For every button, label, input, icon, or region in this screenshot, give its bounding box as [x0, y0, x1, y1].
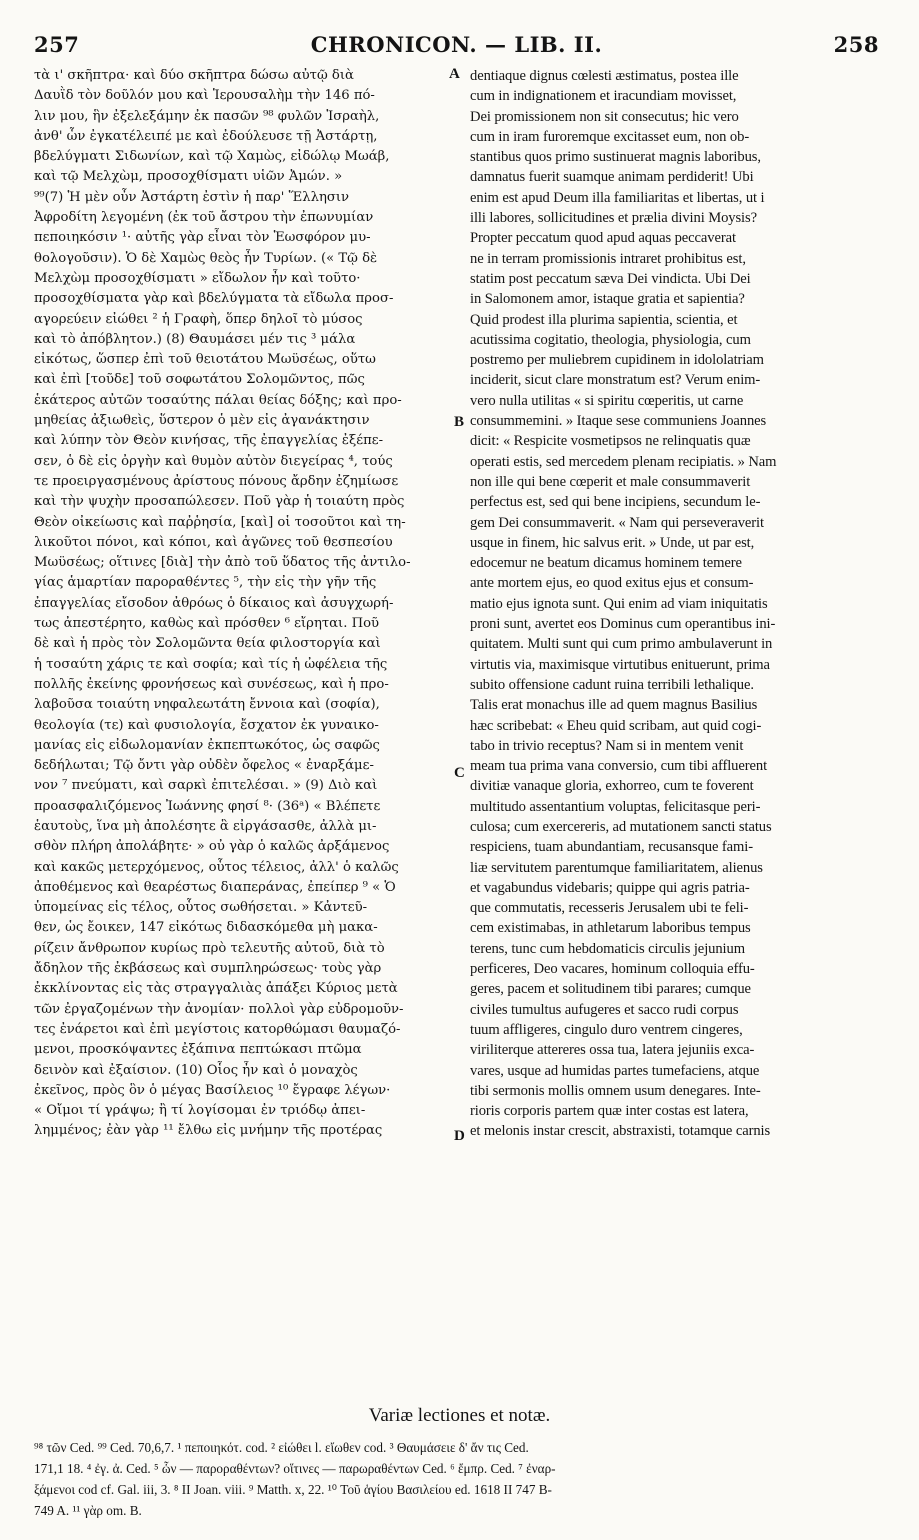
greek-text-line: πολλῆς ἐκείνης φρονήσεως καὶ συνέσεως, καὶ ἡ προ-: [34, 676, 389, 692]
greek-text-line: εἰκότως, ὥσπερ ἐπὶ τοῦ θειοτάτου Μωϋσέως, οὕτω: [34, 352, 376, 368]
greek-text-line: θεν, ὡς ἔοικεν, 147 εἰκότως διδασκόμεθα μὴ μακα-: [34, 920, 378, 936]
latin-text-line: meam tua prima vana conversio, cum tibi affluerent: [470, 758, 768, 775]
latin-text-line: et vagabundus videbaris; quippe qui agris patria-: [470, 879, 750, 896]
latin-text-line: et melonis instar crescit, abstraxisti, totamque carnis: [470, 1123, 771, 1140]
latin-text-line: respiciens, tuam abundantiam, recusansque fami-: [470, 839, 754, 856]
greek-text-line: Θεὸν οἰκείωσις καὶ παῤῥησία, [καὶ] οἱ τοσοῦτοι καὶ τη-: [34, 514, 406, 530]
latin-text-line: perficeres, Deo vacares, hominum colloquia effu-: [470, 961, 755, 978]
greek-text-line: τες ἐνάρετοι καὶ ἐπὶ μεγίστοις κατορθώμασι θαυμαζό-: [34, 1021, 401, 1037]
greek-text-line: δεινὸν καὶ ἐξαίσιον. (10) Οἷος ἦν καὶ ὁ μοναχὸς: [34, 1062, 358, 1078]
latin-text-line: que commutatis, recesseris Jerusalem ubi te feli-: [470, 900, 749, 917]
latin-text-line: divitiæ vanaque gloria, exhorreo, cum te foverent: [470, 778, 754, 795]
greek-text-line: ἑαυτοὺς, ἵνα μὴ ἀπολέσητε ἃ εἰργάσασθε, ἀλλὰ μι-: [34, 818, 377, 834]
latin-text-line: ne in terram promissionis intraret prohibitus est,: [470, 250, 746, 267]
greek-text-line: βδελύγματι Σιδωνίων, καὶ τῷ Χαμὼς, εἰδώλῳ Μωάβ,: [34, 149, 390, 165]
note-line: ⁹⁸ τῶν Ced. ⁹⁹ Ced. 70,6,7. ¹ πεποιηκότ. cod. ² εἰώθει l. εἴωθεν cod. ³ Θαυμάσειε δ' ἄν τις Ced.: [34, 1440, 529, 1455]
latin-column: [470, 66, 882, 1142]
greek-text-line: θολογοῦσιν). Ὁ δὲ Χαμὼς θεὸς ἦν Τυρίων. (« Τῷ δὲ: [34, 250, 378, 266]
latin-text-line: matio ejus ignota sunt. Qui enim ad viam iniquitatis: [470, 595, 768, 612]
greek-text-line: λαβοῦσα τοιαύτη νηφαλεωτάτη ἔννοια καὶ (σοφία),: [34, 697, 380, 713]
greek-text-line: πεποιηκόσιν ¹· αὐτῆς γὰρ εἶναι τὸν Ἑωσφόρον μυ-: [34, 230, 371, 246]
latin-text-line: illi labores, sollicitudines et prælia divini Moysis?: [470, 210, 757, 227]
greek-text-line: καὶ λύπην τὸν Θεὸν κινήσας, τῆς ἐπαγγελίας ἐξέπε-: [34, 433, 384, 449]
latin-text-line: tabo in trivio receptus? Nam si in mentem venit: [470, 737, 744, 754]
greek-text-line: ἡ τοσαύτη χάρις τε καὶ σοφία; καὶ τίς ἡ ὠφέλεια τῆς: [34, 656, 388, 672]
latin-text-line: usque in finem, hic salvus erit. » Unde, ut par est,: [470, 534, 755, 551]
greek-text-line: δὲ καὶ ἡ πρὸς τὸν Σολομῶντα θεία φιλοστοργία καὶ: [34, 636, 381, 652]
latin-text-line: culosa; cum exercereris, ad mutationem sancti status: [470, 818, 772, 835]
greek-text-line: λικοῦτοι πόνοι, καὶ κόποι, καὶ ἀγῶνες τοῦ θεσπεσίου: [34, 534, 393, 550]
margin-letter-b: B: [454, 414, 465, 430]
latin-text-line: Dei promissionem non sit consecutus; hic vero: [470, 108, 739, 125]
page-number-left: 257: [34, 32, 80, 57]
greek-column: [34, 66, 454, 1142]
greek-text-line: ὑπομείνας εἰς τέλος, οὗτος σωθήσεται. » Κἀντεῦ-: [34, 900, 368, 916]
latin-text-line: geres, pacem et solitudinem tibi parares; cumque: [470, 981, 751, 998]
greek-text-line: Δαυῒδ τὸν δοῦλόν μου καὶ Ἱερουσαλὴμ τὴν 146 πό-: [34, 88, 375, 104]
running-title: CHRONICON. — LIB. II.: [310, 32, 603, 57]
latin-text-line: tibi sermonis mollis omnem usum denegares. Inte-: [470, 1082, 761, 1099]
greek-text-line: μανίας εἰς εἰδωλομανίαν ἐκπεπτωκότος, ὡς σαφῶς: [34, 737, 380, 753]
greek-text-line: ἐπαγγελίας εἴσοδον ἀθρόως ὁ δίκαιος καὶ ἀσυγχωρή-: [34, 595, 394, 611]
greek-text-line: ἀποθέμενος καὶ θεαρέστως διαπεράνας, ἐπείπερ ⁹ « Ὁ: [34, 879, 396, 895]
greek-text-line: Ἀφροδίτη λεγομένη (ἐκ τοῦ ἄστρου τὴν ἐπωνυμίαν: [34, 210, 374, 226]
note-line: 749 A. ¹¹ γὰρ om. B.: [34, 1503, 142, 1518]
greek-text-line: ρίζειν ἄνθρωπον κυρίως πρὸ τελευτῆς αὐτοῦ, διὰ τὸ: [34, 940, 385, 956]
greek-text-line: ἑκάτερος αὐτῶν τοσαύτης πάλαι θείας δόξης; καὶ προ-: [34, 392, 402, 408]
margin-letter-c: C: [454, 765, 465, 781]
latin-text-line: gem Dei consummaverit. « Nam qui perseveraverit: [470, 514, 764, 531]
greek-text-line: τε προειργασμένους ἀρίστους πόνους ἄρδην ἐζημίωσε: [34, 473, 399, 489]
greek-text-line: μενοι, προσκόψαντες ἐξάπινα πεπτώκασι πτῶμα: [34, 1042, 362, 1058]
greek-text-line: καὶ τῷ Μελχὼμ, προσοχθίσματι υἱῶν Ἀμών. »: [34, 169, 343, 185]
latin-text-line: Quid prodest illa plurima sapientia, scientia, et: [470, 311, 738, 328]
greek-text-line: « Οἴμοι τί γράψω; ἢ τί λογίσομαι ἐν τριόδῳ ἀπει-: [34, 1103, 366, 1119]
greek-text-line: Μελχὼμ προσοχθίσματι » εἴδωλον ἦν καὶ τοῦτο·: [34, 270, 361, 286]
greek-text-line: τῶν ἐργαζομένων τὴν ἀνομίαν· πολλοὶ γὰρ εὐδρομοῦν-: [34, 1001, 404, 1017]
page-number-right: 258: [833, 32, 879, 57]
latin-text-line: non ille qui bene cœperit et male consummaverit: [470, 473, 751, 490]
greek-text-line: ἄδηλον τῆς ἐκβάσεως καὶ συμπληρώσεως· τοὺς γὰρ: [34, 961, 382, 977]
greek-text-line: λιν μου, ἣν ἐξελεξάμην ἐκ πασῶν ⁹⁸ φυλῶν Ἰσραὴλ,: [34, 108, 380, 124]
greek-text-line: δεδήλωται; Τῷ ὄντι γὰρ οὐδὲν ὄφελος « ἐναρξάμε-: [34, 758, 374, 774]
greek-text-line: αγορεύειν εἰώθει ² ἡ Γραφὴ, ὅπερ δηλοῖ τὸ μύσος: [34, 311, 363, 327]
latin-text-line: liæ servitutem parentumque familiaritatem, alienus: [470, 859, 763, 876]
latin-text-line: Propter peccatum quod apud aquas peccaverat: [470, 230, 736, 247]
latin-text-line: cem existimabas, in athletarum laboribus tempus: [470, 920, 751, 937]
greek-text-line: σθὸν πλήρη ἀπολάβητε· » οὐ γὰρ ὁ καλῶς ἀρξάμενος: [34, 839, 390, 855]
latin-text-line: civiles tumultus aufugeres et sacco rudi corpus: [470, 1001, 739, 1018]
greek-text-line: Μωϋσέως; οἵτινες [διὰ] τὴν ἀπὸ τοῦ ὕδατος τῆς ἀντιλο-: [34, 555, 411, 571]
latin-text-line: hæc scribebat: « Eheu quid scribam, aut quid cogi-: [470, 717, 762, 734]
latin-text-line: in Salomonem amor, istaque gratia et sapientia?: [470, 291, 745, 308]
latin-text-line: subito offensione cadunt ruina terribili lethalique.: [470, 676, 754, 693]
latin-text-line: statim post peccatum sæva Dei vindicta. Ubi Dei: [470, 270, 751, 287]
greek-text-line: μηθείας ἀξιωθεὶς, ὕστερον ὁ μὲν εἰς ἀγανάκτησιν: [34, 413, 370, 429]
latin-text-line: dentiaque dignus cœlesti æstimatus, postea ille: [470, 68, 739, 84]
margin-letter-d: D: [454, 1128, 465, 1144]
latin-text-line: postremo per muliebrem cupidinem in idololatriam: [470, 352, 764, 369]
latin-text-line: operati estis, sed mercedem plenam recipiatis. » Nam: [470, 453, 777, 470]
latin-text-line: consummemini. » Itaque sese communiens Joannes: [470, 413, 767, 430]
greek-text-line: λημμένος; ἐὰν γὰρ ¹¹ ἔλθω εἰς μνήμην τῆς προτέρας: [34, 1123, 383, 1139]
latin-text-line: vero nulla utilitas « si spiritu cœperitis, ut carne: [470, 392, 744, 409]
greek-text-line: ἀνθ' ὧν ἐγκατέλειπέ με καὶ ἐδούλευσε τῇ Ἀστάρτῃ,: [34, 128, 378, 144]
latin-text-line: rioris corporis partem quæ inter costas est latera,: [470, 1103, 749, 1120]
latin-text-line: acutissima cogitatio, theologia, physiologia, cum: [470, 331, 751, 348]
greek-text-line: προσοχθίσματα γὰρ καὶ βδελύγματα τὰ εἴδωλα προσ-: [34, 291, 394, 307]
greek-text-line: γίας ἁμαρτίαν παροραθέντες ⁵, τὴν εἰς τὴν γῆν τῆς: [34, 575, 377, 591]
latin-text-line: proni sunt, avertet eos Dominus cum operantibus ini-: [470, 616, 776, 633]
greek-text-line: καὶ τὸ ἀπόβλητον.) (8) Θαυμάσει μέν τις ³ μάλα: [34, 331, 356, 347]
latin-text-line: viriliterque attereres ossa tua, latera jejuniis exca-: [470, 1042, 755, 1059]
greek-text-line: σεν, ὁ δὲ εἰς ὀργὴν καὶ θυμὸν αὐτὸν διεγείρας ⁴, τούς: [34, 453, 393, 469]
greek-text-line: τὰ ι' σκῆπτρα· καὶ δύο σκῆπτρα δώσω αὐτῷ διὰ: [34, 68, 354, 83]
greek-text-line: ⁹⁹(7) Ἡ μὲν οὖν Ἀστάρτη ἐστὶν ἡ παρ' Ἕλλησιν: [34, 189, 350, 205]
latin-text-line: dicit: « Respicite vosmetipsos ne relinquatis quæ: [470, 433, 751, 450]
latin-text-line: ante mortem ejus, eo quod exitus ejus et consum-: [470, 575, 754, 592]
latin-text-line: Talis erat monachus ille ad quem magnus Basilius: [470, 697, 758, 714]
greek-text-line: θεολογία (τε) καὶ φυσιολογία, ἔσχατον ἐκ γυναικο-: [34, 717, 379, 733]
greek-text-line: προασφαλιζόμενος Ἰωάννης φησί ⁸· (36ᵃ) « Βλέπετε: [34, 798, 381, 814]
latin-text-line: enim est apud Deum illa familiaritas et libertas, ut i: [470, 189, 765, 206]
greek-text-line: καὶ κακῶς μετερχόμενος, οὗτος τέλειος, ἀλλ' ὁ καλῶς: [34, 859, 399, 875]
latin-text-line: cum in indignationem et iracundiam movisset,: [470, 88, 737, 105]
greek-text-line: καὶ τὴν ψυχὴν προσαπώλεσεν. Ποῦ γὰρ ἡ τοιαύτη πρὸς: [34, 494, 405, 510]
latin-text-line: terens, tunc cum hebdomaticis circulis jejunium: [470, 940, 745, 957]
greek-text-line: τως ἀπεστέρητο, καθὼς καὶ πρόσθεν ⁶ εἴρηται. Ποῦ: [34, 616, 380, 632]
latin-text-line: virtutis via, maximisque virtutibus enituerunt, prima: [470, 656, 770, 673]
latin-text-line: tuum affligeres, cingulo duro ventrem cingeres,: [470, 1021, 743, 1038]
note-line: ξάμενοι cod cf. Gal. iii, 3. ⁸ II Joan. viii. ⁹ Matth. x, 22. ¹⁰ Τοῦ ἁγίου Βασιλείου ed. 1618 II 747 B-: [34, 1482, 552, 1497]
latin-text-line: quitatem. Multi sunt qui cum primo ambulaverunt in: [470, 636, 773, 653]
page-header: [34, 32, 879, 62]
latin-text-line: vares, usque ad humidas partes tumefaciens, atque: [470, 1062, 760, 1079]
note-line: 171,1 18. ⁴ ἐγ. ἀ. Ced. ⁵ ὧν — παροραθέντων? οἵτινες — παρωραθέντων Ced. ⁶ ἔμπρ. Ced. ⁷ ἐναρ-: [34, 1461, 556, 1476]
latin-text-line: multitudo assentantium voluptas, felicitasque peri-: [470, 798, 761, 815]
greek-text-line: ἐκεῖνος, πρὸς ὃν ὁ μέγας Βασίλειος ¹⁰ ἔγραφε λέγων·: [34, 1082, 391, 1098]
notes-body: [34, 1437, 884, 1521]
latin-text-line: inciderit, sicut clare monstratum est? Verum enim-: [470, 372, 761, 389]
greek-text-line: ἐκκλίνοντας εἰς τὰς στραγγαλιὰς ἀπάξει Κύριος μετὰ: [34, 981, 398, 997]
latin-text-line: perfectus est, sed qui bene incipiens, secundum le-: [470, 494, 761, 511]
latin-text-line: damnatus fuerit suamque animam perdiderit! Ubi: [470, 169, 754, 186]
notes-title: Variæ lectiones et notæ.: [368, 1405, 551, 1426]
margin-letter-a: A: [449, 66, 460, 82]
greek-text-line: νον ⁷ πνεύματι, καὶ σαρκὶ ἐπιτελέσαι. » (9) Διὸ καὶ: [34, 778, 378, 794]
greek-text-line: καὶ ἐπὶ [τοῦδε] τοῦ σοφωτάτου Σολομῶντος, πῶς: [34, 372, 365, 388]
latin-text-line: edocemur ne beatum dicamus hominem temere: [470, 555, 742, 572]
latin-text-line: stantibus quos primo sustinuerat magnis laboribus,: [470, 149, 761, 166]
latin-text-line: cum in iram furoremque excitasset eum, non ob-: [470, 128, 750, 145]
